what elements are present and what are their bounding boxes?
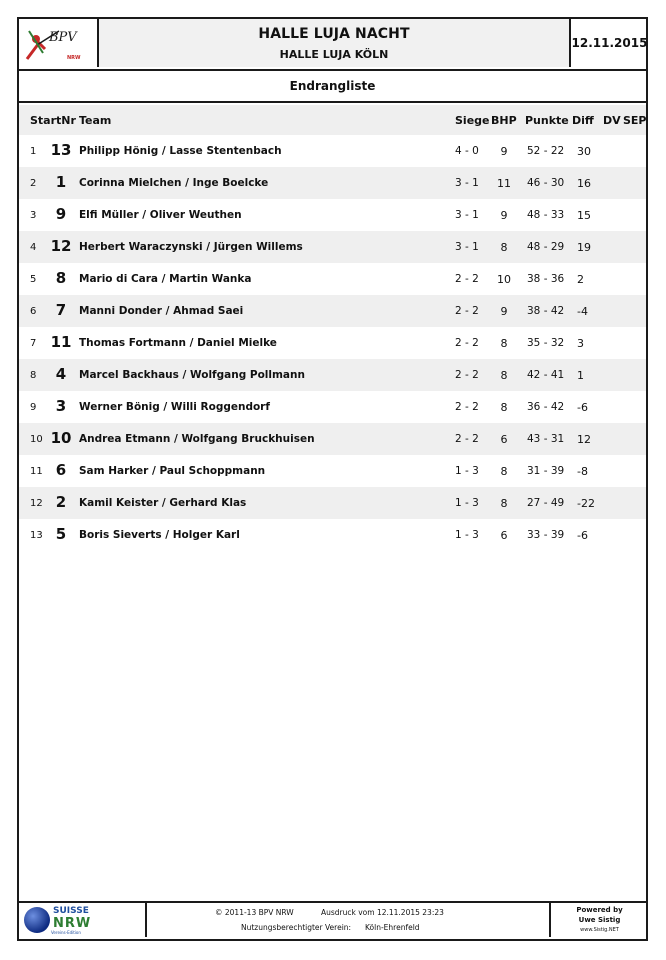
bhp-cell: 8	[500, 497, 508, 510]
punkte-cell: 48 - 29	[527, 241, 565, 253]
title-box	[99, 19, 569, 67]
diff-cell: -8	[577, 465, 588, 478]
print-date: Ausdruck vom 12.11.2015 23:23	[321, 908, 444, 917]
header	[19, 19, 646, 71]
punkte-cell: 36 - 42	[527, 401, 565, 413]
startnr-cell: 7	[55, 301, 67, 319]
col-dv: DV	[603, 114, 621, 127]
rank-cell: 9	[30, 402, 37, 413]
footer-info	[147, 903, 549, 937]
diff-cell: -6	[577, 401, 588, 414]
table-row	[19, 359, 646, 391]
team-cell: Marcel Backhaus / Wolfgang Pollmann	[79, 369, 305, 381]
siege-cell: 1 - 3	[455, 497, 479, 509]
table-row	[19, 391, 646, 423]
table-row	[19, 295, 646, 327]
col-diff: Diff	[572, 114, 594, 127]
punkte-cell: 48 - 33	[527, 209, 565, 221]
powered-by	[549, 903, 648, 937]
punkte-cell: 42 - 41	[527, 369, 565, 381]
col-bhp: BHP	[491, 114, 517, 127]
table-row	[19, 135, 646, 167]
siege-cell: 2 - 2	[455, 305, 479, 317]
table-row	[19, 263, 646, 295]
siege-cell: 2 - 2	[455, 337, 479, 349]
bhp-cell: 9	[500, 145, 508, 158]
team-cell: Herbert Waraczynski / Jürgen Willems	[79, 241, 303, 253]
diff-cell: 12	[577, 433, 591, 446]
rank-cell: 6	[30, 306, 37, 317]
bhp-cell: 8	[500, 465, 508, 478]
punkte-cell: 43 - 31	[527, 433, 565, 445]
col-siege: Siege	[455, 114, 490, 127]
bhp-cell: 10	[497, 273, 511, 286]
section-title: Endrangliste	[289, 79, 376, 93]
col-sep: SEP	[623, 114, 647, 127]
col-startnr: StartNr	[30, 114, 76, 127]
startnr-cell: 1	[55, 173, 67, 191]
event-title: HALLE LUJA NACHT	[258, 26, 410, 42]
col-punkte: Punkte	[525, 114, 569, 127]
punkte-cell: 33 - 39	[527, 529, 565, 541]
siege-cell: 3 - 1	[455, 177, 479, 189]
team-cell: Manni Donder / Ahmad Saei	[79, 305, 244, 317]
diff-cell: -4	[577, 305, 588, 318]
siege-cell: 1 - 3	[455, 465, 479, 477]
siege-cell: 3 - 1	[455, 209, 479, 221]
startnr-cell: 3	[55, 397, 67, 415]
date-box	[569, 19, 648, 67]
billiard-player-icon	[19, 19, 97, 67]
author-website: www.Sistig.NET	[580, 927, 619, 933]
diff-cell: 2	[577, 273, 584, 286]
col-team: Team	[79, 114, 112, 127]
team-cell: Andrea Etmann / Wolfgang Bruckhuisen	[79, 433, 315, 445]
punkte-cell: 38 - 36	[527, 273, 565, 285]
table-row	[19, 455, 646, 487]
team-cell: Corinna Mielchen / Inge Boelcke	[79, 177, 269, 189]
section-header	[19, 71, 646, 103]
table-row	[19, 199, 646, 231]
team-cell: Thomas Fortmann / Daniel Mielke	[79, 337, 277, 349]
team-cell: Kamil Keister / Gerhard Klas	[79, 497, 247, 509]
bhp-cell: 8	[500, 337, 508, 350]
diff-cell: 15	[577, 209, 591, 222]
punkte-cell: 35 - 32	[527, 337, 565, 349]
rank-cell: 8	[30, 370, 37, 381]
startnr-cell: 2	[55, 493, 67, 511]
logo-edition: Vereins-Edition	[51, 930, 81, 935]
logo-nrw: NRW	[53, 916, 92, 931]
team-cell: Philipp Hönig / Lasse Stentenbach	[79, 145, 282, 157]
bhp-cell: 9	[500, 305, 508, 318]
punkte-cell: 38 - 42	[527, 305, 565, 317]
siege-cell: 2 - 2	[455, 273, 479, 285]
siege-cell: 2 - 2	[455, 401, 479, 413]
table-row	[19, 231, 646, 263]
diff-cell: 1	[577, 369, 584, 382]
team-cell: Werner Bönig / Willi Roggendorf	[79, 401, 270, 413]
punkte-cell: 27 - 49	[527, 497, 565, 509]
diff-cell: -22	[577, 497, 595, 510]
bhp-cell: 11	[497, 177, 511, 190]
column-header-row	[19, 105, 646, 135]
diff-cell: 3	[577, 337, 584, 350]
siege-cell: 1 - 3	[455, 529, 479, 541]
standings-sheet	[17, 17, 648, 941]
table-row	[19, 327, 646, 359]
table-row	[19, 519, 646, 551]
table-row	[19, 487, 646, 519]
diff-cell: 16	[577, 177, 591, 190]
author-name: Uwe Sistig	[578, 916, 621, 924]
bhp-cell: 9	[500, 209, 508, 222]
siege-cell: 4 - 0	[455, 145, 479, 157]
copyright: © 2011-13 BPV NRW	[215, 908, 294, 917]
suisse-nrw-logo	[19, 903, 147, 937]
punkte-cell: 46 - 30	[527, 177, 565, 189]
table-row	[19, 423, 646, 455]
globe-icon	[22, 905, 52, 935]
startnr-cell: 6	[55, 461, 67, 479]
diff-cell: 19	[577, 241, 591, 254]
rank-cell: 11	[30, 466, 43, 477]
startnr-cell: 8	[55, 269, 67, 287]
bhp-cell: 6	[500, 529, 508, 542]
rank-cell: 1	[30, 146, 37, 157]
siege-cell: 2 - 2	[455, 369, 479, 381]
diff-cell: -6	[577, 529, 588, 542]
rank-cell: 7	[30, 338, 37, 349]
event-subtitle: HALLE LUJA KÖLN	[279, 48, 389, 61]
punkte-cell: 52 - 22	[527, 145, 565, 157]
rank-cell: 12	[30, 498, 43, 509]
startnr-cell: 9	[55, 205, 67, 223]
team-cell: Mario di Cara / Martin Wanka	[79, 273, 252, 285]
diff-cell: 30	[577, 145, 591, 158]
table-row	[19, 167, 646, 199]
svg-text:BPV: BPV	[49, 30, 77, 45]
rank-cell: 3	[30, 210, 37, 221]
startnr-cell: 13	[50, 141, 72, 159]
bhp-cell: 6	[500, 433, 508, 446]
licensed-label: Nutzungsberechtigter Verein:	[241, 923, 352, 932]
team-cell: Boris Sieverts / Holger Karl	[79, 529, 240, 541]
powered-by-label: Powered by	[576, 906, 623, 914]
standings-table	[19, 135, 646, 551]
bhp-cell: 8	[500, 241, 508, 254]
startnr-cell: 10	[50, 429, 72, 447]
bpv-logo-sub: NRW	[67, 55, 81, 61]
bhp-cell: 8	[500, 401, 508, 414]
startnr-cell: 12	[50, 237, 72, 255]
team-cell: Sam Harker / Paul Schoppmann	[79, 465, 266, 477]
logo-suisse: SUISSE	[53, 906, 89, 916]
footer	[19, 901, 646, 939]
startnr-cell: 11	[50, 333, 72, 351]
rank-cell: 10	[30, 434, 43, 445]
bhp-cell: 8	[500, 369, 508, 382]
licensed-club: Köln-Ehrenfeld	[365, 923, 420, 932]
siege-cell: 3 - 1	[455, 241, 479, 253]
startnr-cell: 5	[55, 525, 67, 543]
punkte-cell: 31 - 39	[527, 465, 565, 477]
rank-cell: 13	[30, 530, 43, 541]
rank-cell: 5	[30, 274, 37, 285]
siege-cell: 2 - 2	[455, 433, 479, 445]
event-date: 12.11.2015	[571, 36, 648, 50]
bpv-logo	[19, 19, 99, 67]
rank-cell: 4	[30, 242, 37, 253]
startnr-cell: 4	[55, 365, 67, 383]
rank-cell: 2	[30, 178, 37, 189]
team-cell: Elfi Müller / Oliver Weuthen	[79, 209, 242, 221]
